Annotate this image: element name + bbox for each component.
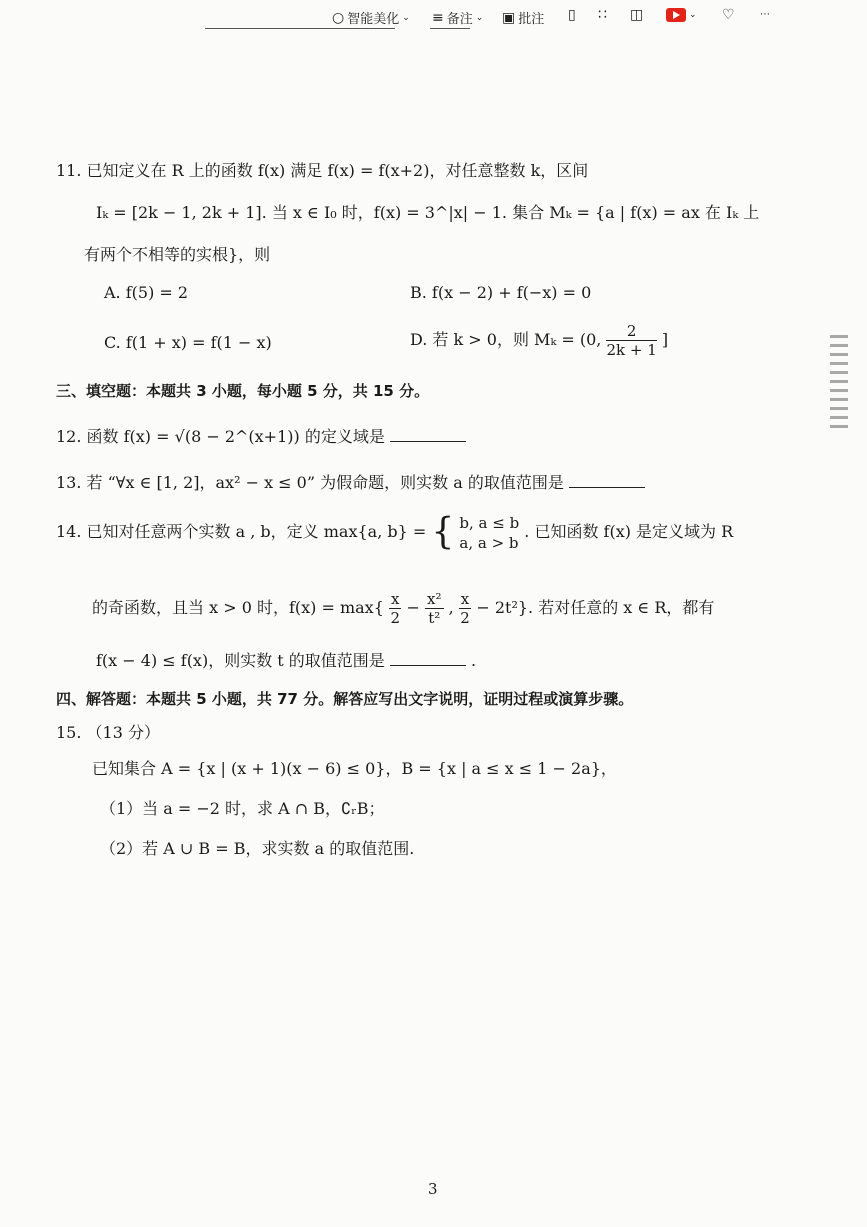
book-icon: ◫ bbox=[630, 7, 644, 23]
notes-label: 备注 bbox=[446, 12, 473, 27]
share-button[interactable] bbox=[722, 8, 735, 22]
q13-text: 13. 若 “∀x ∈ [1, 2]，ax² − x ≤ 0” 为假命题，则实数 a 的取值范围是 bbox=[56, 473, 564, 492]
page-number: 3 bbox=[428, 1180, 438, 1198]
q14-answer-blank bbox=[390, 651, 466, 666]
q12 bbox=[56, 426, 466, 448]
chevron-down-icon: ⌄ bbox=[475, 12, 484, 23]
q11-option-d-prefix: D. 若 k > 0，则 Mₖ = (0, bbox=[410, 330, 602, 349]
book-view-button[interactable] bbox=[630, 8, 643, 22]
beautify-label: 智能美化 bbox=[347, 12, 400, 27]
share-icon: ♡ bbox=[722, 7, 735, 23]
beautify-button[interactable] bbox=[332, 8, 410, 27]
q11-line2: Iₖ = [2k − 1, 2k + 1]. 当 x ∈ I₀ 时，f(x) = 3^|x| − 1. 集合 Mₖ = {a | f(x) = ax 在 Iₖ 上 bbox=[96, 203, 760, 222]
q14-text-5: f(x − 4) ≤ f(x)，则实数 t 的取值范围是 bbox=[96, 651, 385, 670]
fraction-numerator: x² bbox=[427, 590, 442, 608]
q11-line1 bbox=[56, 160, 588, 182]
q14-case-1: b, a ≤ b bbox=[459, 513, 520, 532]
q14-text-3: 的奇函数，且当 x > 0 时，f(x) = max{ bbox=[92, 598, 384, 617]
toolbar-divider bbox=[205, 28, 395, 29]
q11-number: 11. bbox=[56, 161, 82, 180]
top-toolbar bbox=[0, 0, 867, 34]
q14-case-2: a, a > b bbox=[459, 533, 519, 552]
q11-option-d-suffix: ] bbox=[661, 330, 669, 349]
fraction-numerator: x bbox=[460, 590, 470, 608]
annotate-label: 批注 bbox=[518, 12, 545, 27]
left-brace: { bbox=[431, 511, 455, 553]
q15-line1: 已知集合 A = {x | (x + 1)(x − 6) ≤ 0}，B = {x | a ≤ x ≤ 1 − 2a}， bbox=[92, 759, 617, 778]
q14-comma: , bbox=[443, 598, 459, 617]
more-icon: ⋯ bbox=[760, 9, 770, 20]
q11-option-d-fraction bbox=[606, 322, 656, 359]
q14-text-2: . 已知函数 f(x) 是定义域为 R bbox=[524, 522, 734, 541]
annotate-button[interactable] bbox=[502, 8, 544, 27]
q11-option-d bbox=[410, 322, 668, 359]
q11-option-a: A. f(5) = 2 bbox=[104, 283, 189, 302]
fraction-numerator: 2 bbox=[606, 322, 656, 341]
more-button[interactable] bbox=[760, 8, 770, 22]
q13-answer-blank bbox=[569, 473, 645, 488]
grid-icon: ∷ bbox=[598, 7, 607, 23]
grid-view-button[interactable] bbox=[598, 8, 607, 22]
section-4-heading: 四、解答题：本题共 5 小题，共 77 分。解答应写出文字说明，证明过程或演算步骤。 bbox=[56, 690, 634, 708]
q11-option-c: C. f(1 + x) = f(1 − x) bbox=[104, 333, 272, 352]
q11-option-b: B. f(x − 2) + f(−x) = 0 bbox=[410, 283, 592, 302]
fraction-denominator: t² bbox=[428, 609, 441, 627]
q14-line1 bbox=[56, 512, 733, 553]
play-button[interactable] bbox=[666, 8, 697, 22]
q14-line3 bbox=[96, 650, 476, 672]
q14-fraction-2 bbox=[425, 590, 443, 627]
q13 bbox=[56, 472, 645, 494]
q14-cases bbox=[459, 513, 519, 553]
play-icon bbox=[666, 8, 686, 22]
list-icon: ≡ bbox=[432, 9, 444, 26]
section-3-heading: 三、填空题：本题共 3 小题，每小题 5 分，共 15 分。 bbox=[56, 382, 430, 400]
single-page-button[interactable] bbox=[568, 8, 576, 22]
scan-edge-artifact bbox=[830, 335, 848, 430]
q14-fraction-3 bbox=[459, 590, 471, 627]
fraction-numerator: x bbox=[390, 590, 400, 608]
q15-part2: （2）若 A ∪ B = B，求实数 a 的取值范围. bbox=[100, 839, 415, 858]
q11-line3: 有两个不相等的实根}，则 bbox=[84, 245, 271, 264]
chevron-down-icon: ⌄ bbox=[402, 12, 410, 23]
toolbar-divider-2 bbox=[430, 28, 470, 29]
q15-part1: （1）当 a = −2 时，求 A ∩ B，∁ᵣB； bbox=[100, 799, 385, 818]
q12-text: 12. 函数 f(x) = √(8 − 2^(x+1)) 的定义域是 bbox=[56, 427, 385, 446]
fraction-denominator: 2k + 1 bbox=[606, 341, 657, 359]
magic-icon: ○ bbox=[332, 9, 345, 26]
q14-text-4: − 2t²}. 若对任意的 x ∈ R，都有 bbox=[471, 598, 715, 617]
q14-fraction-1 bbox=[389, 590, 401, 627]
q14-minus: − bbox=[401, 598, 426, 617]
q14-text-1: 14. 已知对任意两个实数 a , b，定义 max{a, b} = bbox=[56, 522, 427, 541]
q11-text-1: 已知定义在 R 上的函数 f(x) 满足 f(x) = f(x+2)，对任意整数 k，区间 bbox=[86, 161, 589, 180]
q14-period: . bbox=[471, 651, 477, 670]
comment-icon: ▣ bbox=[502, 9, 516, 26]
notes-button[interactable] bbox=[432, 8, 483, 27]
fraction-denominator: 2 bbox=[460, 609, 470, 627]
q15-header: 15. （13 分） bbox=[56, 723, 160, 742]
fraction-denominator: 2 bbox=[390, 609, 400, 627]
single-page-icon: ▯ bbox=[568, 7, 576, 23]
q14-line2 bbox=[92, 588, 714, 628]
q12-answer-blank bbox=[390, 427, 466, 442]
chevron-down-icon: ⌄ bbox=[689, 10, 697, 20]
